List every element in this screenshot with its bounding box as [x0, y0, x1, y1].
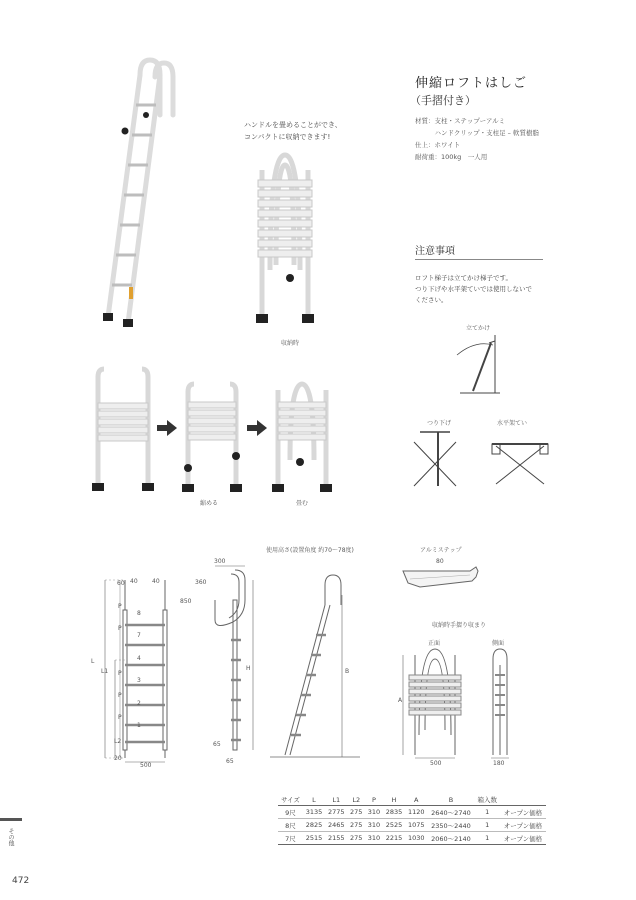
spec-table	[278, 794, 546, 845]
handle-note-line1: ハンドルを畳めることができ、	[244, 121, 342, 129]
page-number: 472	[12, 876, 30, 886]
label-hanging: つり下げ	[427, 420, 452, 427]
sequence-step-1	[88, 365, 158, 495]
hanging-diagram	[410, 428, 460, 488]
cell: 1030	[405, 832, 427, 845]
product-title: 伸縮ロフトはしご	[415, 76, 528, 91]
cell: 2825	[303, 819, 325, 832]
cell: 1	[475, 819, 500, 832]
dim-850: 850	[180, 598, 192, 605]
spec-load: 耐荷重：100kg 一人用	[415, 153, 488, 161]
cell: 310	[365, 819, 383, 832]
caption-step: アルミステップ	[420, 547, 462, 554]
step-8: 8	[137, 610, 141, 617]
cell: 1	[475, 806, 500, 819]
dim-p-2: P	[118, 625, 122, 632]
th-l: L	[303, 794, 325, 806]
arrow-right-icon	[157, 420, 177, 436]
caution-line2: つり下げや水平架ていでは使用しないで	[415, 285, 532, 293]
storage-front-drawing	[395, 645, 475, 760]
dim-40-left: 40	[130, 578, 138, 585]
cell: オープン価格	[500, 806, 546, 819]
drawing-inclined-ladder	[270, 565, 370, 765]
step-2: 2	[137, 700, 141, 707]
leaning-diagram	[455, 335, 505, 395]
dim-p-3: P	[118, 670, 122, 677]
spec-material-2: ハンドクリップ・支柱足 – 軟質樹脂	[415, 129, 539, 137]
section-bar	[0, 818, 22, 821]
table-row	[278, 806, 546, 819]
cell: 2350〜2440	[427, 819, 474, 832]
caption-use-height: 使用高さ(設置角度 約70〜78度)	[266, 547, 354, 554]
dim-p-1: P	[118, 603, 122, 610]
label-leaning: 立てかけ	[466, 325, 491, 332]
step-7: 7	[137, 632, 141, 639]
cell: 2515	[303, 832, 325, 845]
th-a: A	[405, 794, 427, 806]
dim-l2: L2	[114, 738, 122, 745]
caution-divider	[415, 259, 543, 260]
caption-shrink: 縮める	[200, 500, 219, 507]
cell: 7尺	[278, 832, 303, 845]
caption-front: 正面	[428, 640, 441, 647]
section-label: その他	[7, 828, 14, 846]
cell: 2215	[383, 832, 405, 845]
cell: 2640〜2740	[427, 806, 474, 819]
th-size: サイズ	[278, 794, 303, 806]
sequence-step-3	[270, 380, 335, 495]
horizontal-diagram	[490, 430, 550, 485]
cell: 2525	[383, 819, 405, 832]
caption-storage: 収納時手摺り収まり	[432, 622, 487, 629]
cell: 1	[475, 832, 500, 845]
caption-stored: 収納時	[281, 340, 300, 347]
ladder-stored-photo	[240, 150, 330, 330]
th-l1: L1	[325, 794, 347, 806]
cell: 275	[347, 832, 365, 845]
cell: 8尺	[278, 819, 303, 832]
th-box: 箱入数	[475, 794, 500, 806]
cell: 275	[347, 806, 365, 819]
th-h: H	[383, 794, 405, 806]
cell: 2835	[383, 806, 405, 819]
cell: オープン価格	[500, 819, 546, 832]
dim-180: 180	[493, 760, 505, 767]
step-section-drawing	[400, 565, 480, 595]
dim-60: 60	[117, 580, 125, 587]
dim-40-right: 40	[152, 578, 160, 585]
caption-side: 側面	[492, 640, 505, 647]
arrow-right-icon-2	[247, 420, 267, 436]
th-p: P	[365, 794, 383, 806]
dim-65-a: 65	[213, 741, 221, 748]
caution-line1: ロフト梯子は立てかけ梯子です。	[415, 274, 512, 282]
table-row	[278, 832, 546, 845]
cell: 310	[365, 832, 383, 845]
caution-line3: ください。	[415, 296, 448, 304]
dim-b: B	[345, 668, 350, 675]
spec-material: 材質：支柱・ステップーアルミ	[415, 117, 506, 125]
caution-title: 注意事項	[415, 246, 455, 257]
cell: 3135	[303, 806, 325, 819]
spec-finish: 仕上：ホワイト	[415, 141, 461, 149]
th-price	[500, 794, 546, 806]
th-l2: L2	[347, 794, 365, 806]
cell: 275	[347, 819, 365, 832]
ladder-photo-main	[100, 55, 190, 335]
cell: 2060〜2140	[427, 832, 474, 845]
cell: 2465	[325, 819, 347, 832]
dim-h: H	[246, 665, 251, 672]
step-4: 4	[137, 655, 141, 662]
dim-360: 360	[195, 579, 207, 586]
cell: オープン価格	[500, 832, 546, 845]
dim-p-5: P	[118, 714, 122, 721]
dim-300: 300	[214, 558, 226, 565]
dim-500-b: 500	[430, 760, 442, 767]
dim-80: 80	[436, 558, 444, 565]
dim-20: 20	[114, 755, 122, 762]
cell: 1120	[405, 806, 427, 819]
step-1: 1	[137, 722, 141, 729]
sequence-step-2	[180, 380, 245, 495]
table-header-row	[278, 794, 546, 806]
drawing-side-elevation	[195, 560, 265, 770]
cell: 310	[365, 806, 383, 819]
dim-l1: L1	[101, 668, 109, 675]
step-3: 3	[137, 677, 141, 684]
dim-a: A	[398, 697, 403, 704]
th-b: B	[427, 794, 474, 806]
storage-side-drawing	[485, 645, 515, 760]
dim-p-4: P	[118, 692, 122, 699]
label-horizontal: 水平架てい	[497, 420, 528, 427]
product-subtitle: （手摺付き）	[410, 94, 476, 107]
caption-fold: 畳む	[296, 500, 309, 507]
handle-note-line2: コンパクトに収納できます!	[244, 133, 331, 141]
dim-500: 500	[140, 762, 152, 769]
cell: 9尺	[278, 806, 303, 819]
dim-65-b: 65	[226, 758, 234, 765]
dim-l: L	[91, 658, 95, 665]
cell: 1075	[405, 819, 427, 832]
table-row	[278, 819, 546, 832]
cell: 2775	[325, 806, 347, 819]
cell: 2155	[325, 832, 347, 845]
drawing-front-elevation	[95, 560, 195, 770]
